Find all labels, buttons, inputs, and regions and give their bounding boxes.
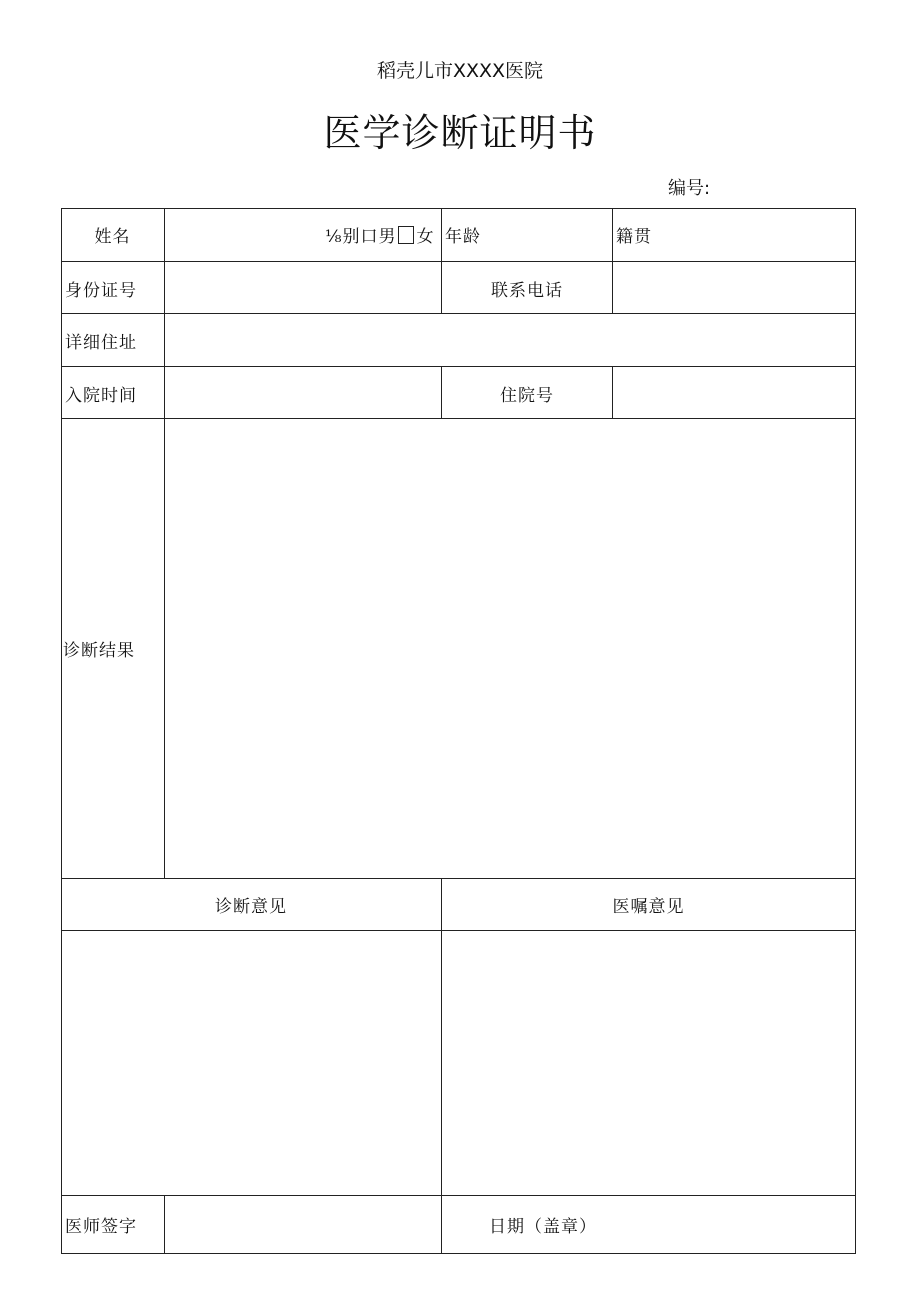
- doctor-signature-label: 医师签字: [65, 1217, 137, 1237]
- table-border-bottom: [61, 1253, 856, 1254]
- gender-prefix-label: ⅛别口男: [325, 227, 397, 247]
- female-checkbox[interactable]: [398, 226, 414, 244]
- medical-advice-label: 医嘱意见: [612, 897, 685, 917]
- name-field[interactable]: [165, 208, 320, 261]
- phone-field[interactable]: [613, 262, 855, 314]
- date-stamp-label: 日期（盖章）: [489, 1217, 597, 1237]
- age-label: 年龄: [445, 227, 481, 247]
- certificate-form-table: [61, 208, 856, 1254]
- diagnosis-result-label: 诊断结果: [63, 641, 135, 661]
- inpatient-number-label: 住院号: [500, 385, 554, 406]
- admission-time-label: 入院时间: [65, 385, 137, 406]
- doctor-signature-field[interactable]: [165, 1196, 441, 1253]
- document-title: 医学诊断证明书: [323, 111, 597, 155]
- diagnosis-opinion-field[interactable]: [61, 931, 441, 1195]
- gender-female-label: 女: [416, 227, 435, 247]
- phone-label: 联系电话: [491, 280, 563, 301]
- diagnosis-result-field[interactable]: [165, 419, 855, 878]
- admission-time-field[interactable]: [165, 367, 441, 419]
- address-field[interactable]: [165, 314, 855, 366]
- diagnosis-opinion-label: 诊断意见: [215, 897, 287, 917]
- name-label: 姓名: [94, 227, 131, 247]
- inpatient-number-field[interactable]: [613, 367, 855, 419]
- serial-number-label: 编号:: [668, 178, 711, 199]
- table-border-right: [855, 208, 856, 1254]
- medical-advice-field[interactable]: [442, 931, 855, 1195]
- hospital-name: 稻壳儿市XXXX医院: [376, 60, 544, 82]
- id-number-label: 身份证号: [65, 280, 137, 301]
- id-number-field[interactable]: [165, 262, 441, 314]
- gender-options[interactable]: [325, 208, 445, 261]
- native-place-label: 籍贯: [616, 227, 652, 247]
- address-label: 详细住址: [65, 332, 137, 353]
